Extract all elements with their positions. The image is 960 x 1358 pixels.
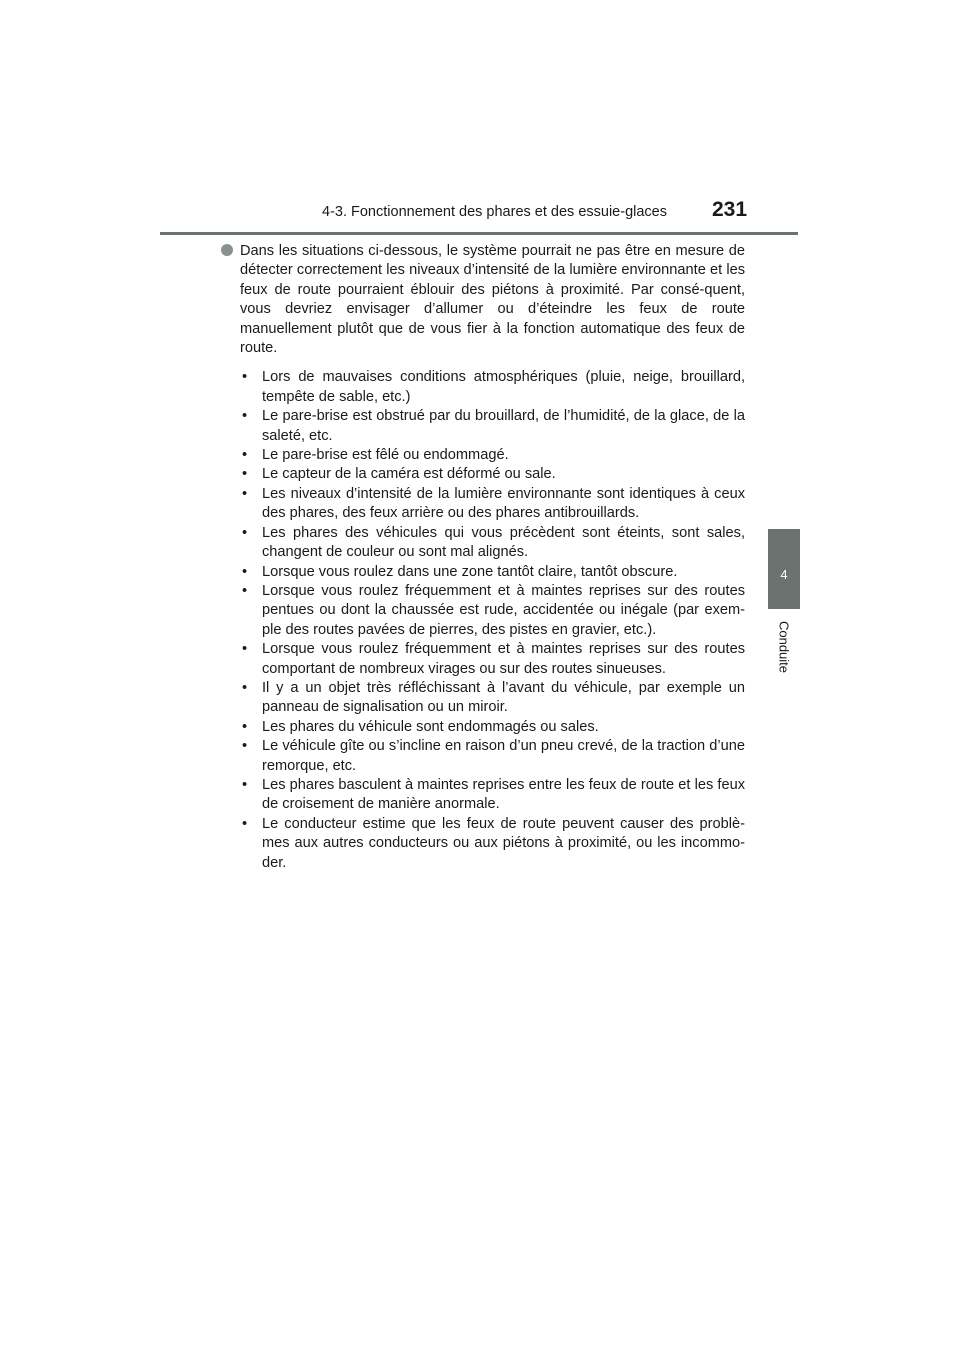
list-item bbox=[222, 465, 745, 484]
list-item-text: Lorsque vous roulez fréquemment et à maintes reprises sur des routes comportant de nombreux virages ou sur des routes sinueuses. bbox=[262, 641, 745, 677]
list-item-text: Lors de mauvaises conditions atmosphériques (pluie, neige, brouillard, tempête de sable, etc.) bbox=[262, 369, 745, 405]
list-item bbox=[222, 679, 745, 718]
circle-bullet-icon bbox=[221, 244, 233, 256]
bullet-point: • bbox=[242, 524, 248, 541]
condition-list bbox=[222, 368, 745, 873]
list-item bbox=[222, 640, 745, 679]
list-item bbox=[222, 446, 745, 465]
bullet-point: • bbox=[242, 369, 248, 386]
bullet-point: • bbox=[242, 447, 248, 464]
list-item bbox=[222, 524, 745, 563]
list-item-text: Lorsque vous roulez dans une zone tantôt claire, tantôt obscure. bbox=[262, 563, 678, 580]
main-content bbox=[222, 242, 745, 873]
section-title: 4-3. Fonctionnement des phares et des essuie-glaces bbox=[322, 204, 667, 220]
list-item-text: Le capteur de la caméra est déformé ou sale. bbox=[262, 466, 556, 483]
bullet-point: • bbox=[242, 408, 248, 425]
bullet-point: • bbox=[242, 582, 248, 599]
bullet-point: • bbox=[242, 641, 248, 658]
list-item-text: Le pare-brise est fêlé ou endommagé. bbox=[262, 447, 509, 464]
bullet-point: • bbox=[242, 563, 248, 580]
list-item bbox=[222, 776, 745, 815]
bullet-point: • bbox=[242, 466, 248, 483]
list-item bbox=[222, 737, 745, 776]
list-item bbox=[222, 368, 745, 407]
list-item bbox=[222, 718, 745, 737]
list-item bbox=[222, 485, 745, 524]
bullet-point: • bbox=[242, 485, 248, 502]
list-item-text: Il y a un objet très réfléchissant à l’avant du véhicule, par exemple un panneau de signalisation ou un miroir. bbox=[262, 679, 745, 716]
list-item bbox=[222, 815, 745, 873]
page-number: 231 bbox=[712, 198, 748, 221]
list-item-text: Les phares des véhicules qui vous précèdent sont éteints, sont sales, changent de couleur ou sont mal alignés. bbox=[262, 524, 745, 561]
chapter-number: 4 bbox=[780, 567, 788, 582]
lead-text: Dans les situations ci-dessous, le système pourrait ne pas être en mesure de détecter correctement les niveaux d’intensité de la lumière environnante et les feux de route pourraient éblouir des piétons à proximité. Par consé-quent, vous devriez envisager d’allumer ou d’éteindre les feux de route manuellement plutôt que de vous fier à la fonction automatique des feux de route. bbox=[240, 243, 745, 357]
list-item-text: Le pare-brise est obstrué par du brouillard, de l’humidité, de la glace, de la saleté, etc. bbox=[262, 408, 745, 444]
list-item-text: Les phares du véhicule sont endommagés ou sales. bbox=[262, 718, 599, 735]
chapter-tab bbox=[768, 529, 800, 609]
list-item-text: Lorsque vous roulez fréquemment et à maintes reprises sur des routes pentues ou dont la chaussée est rude, accidentée ou inégale (par exem-ple des routes pavées de pierres, des pistes en gravier, etc.). bbox=[262, 582, 745, 638]
list-item-text: Le conducteur estime que les feux de route peuvent causer des problè-mes aux autres conducteurs ou aux piétons à proximité, ou les incommo-der. bbox=[262, 815, 745, 871]
chapter-label: Conduite bbox=[776, 620, 792, 674]
list-item bbox=[222, 407, 745, 446]
header-divider bbox=[160, 232, 798, 235]
bullet-point: • bbox=[242, 718, 248, 735]
list-item-text: Les phares basculent à maintes reprises entre les feux de route et les feux de croisement de manière anormale. bbox=[262, 776, 745, 813]
list-item-text: Le véhicule gîte ou s’incline en raison d’un pneu crevé, de la traction d’une remorque, etc. bbox=[262, 738, 745, 774]
list-item bbox=[222, 582, 745, 640]
list-item bbox=[222, 563, 745, 582]
lead-paragraph bbox=[222, 242, 745, 358]
bullet-point: • bbox=[242, 815, 248, 832]
bullet-point: • bbox=[242, 738, 248, 755]
list-item-text: Les niveaux d’intensité de la lumière environnante sont identiques à ceux des phares, des feux arrière ou des phares antibrouillards. bbox=[262, 485, 745, 522]
bullet-point: • bbox=[242, 776, 248, 793]
bullet-point: • bbox=[242, 679, 248, 696]
